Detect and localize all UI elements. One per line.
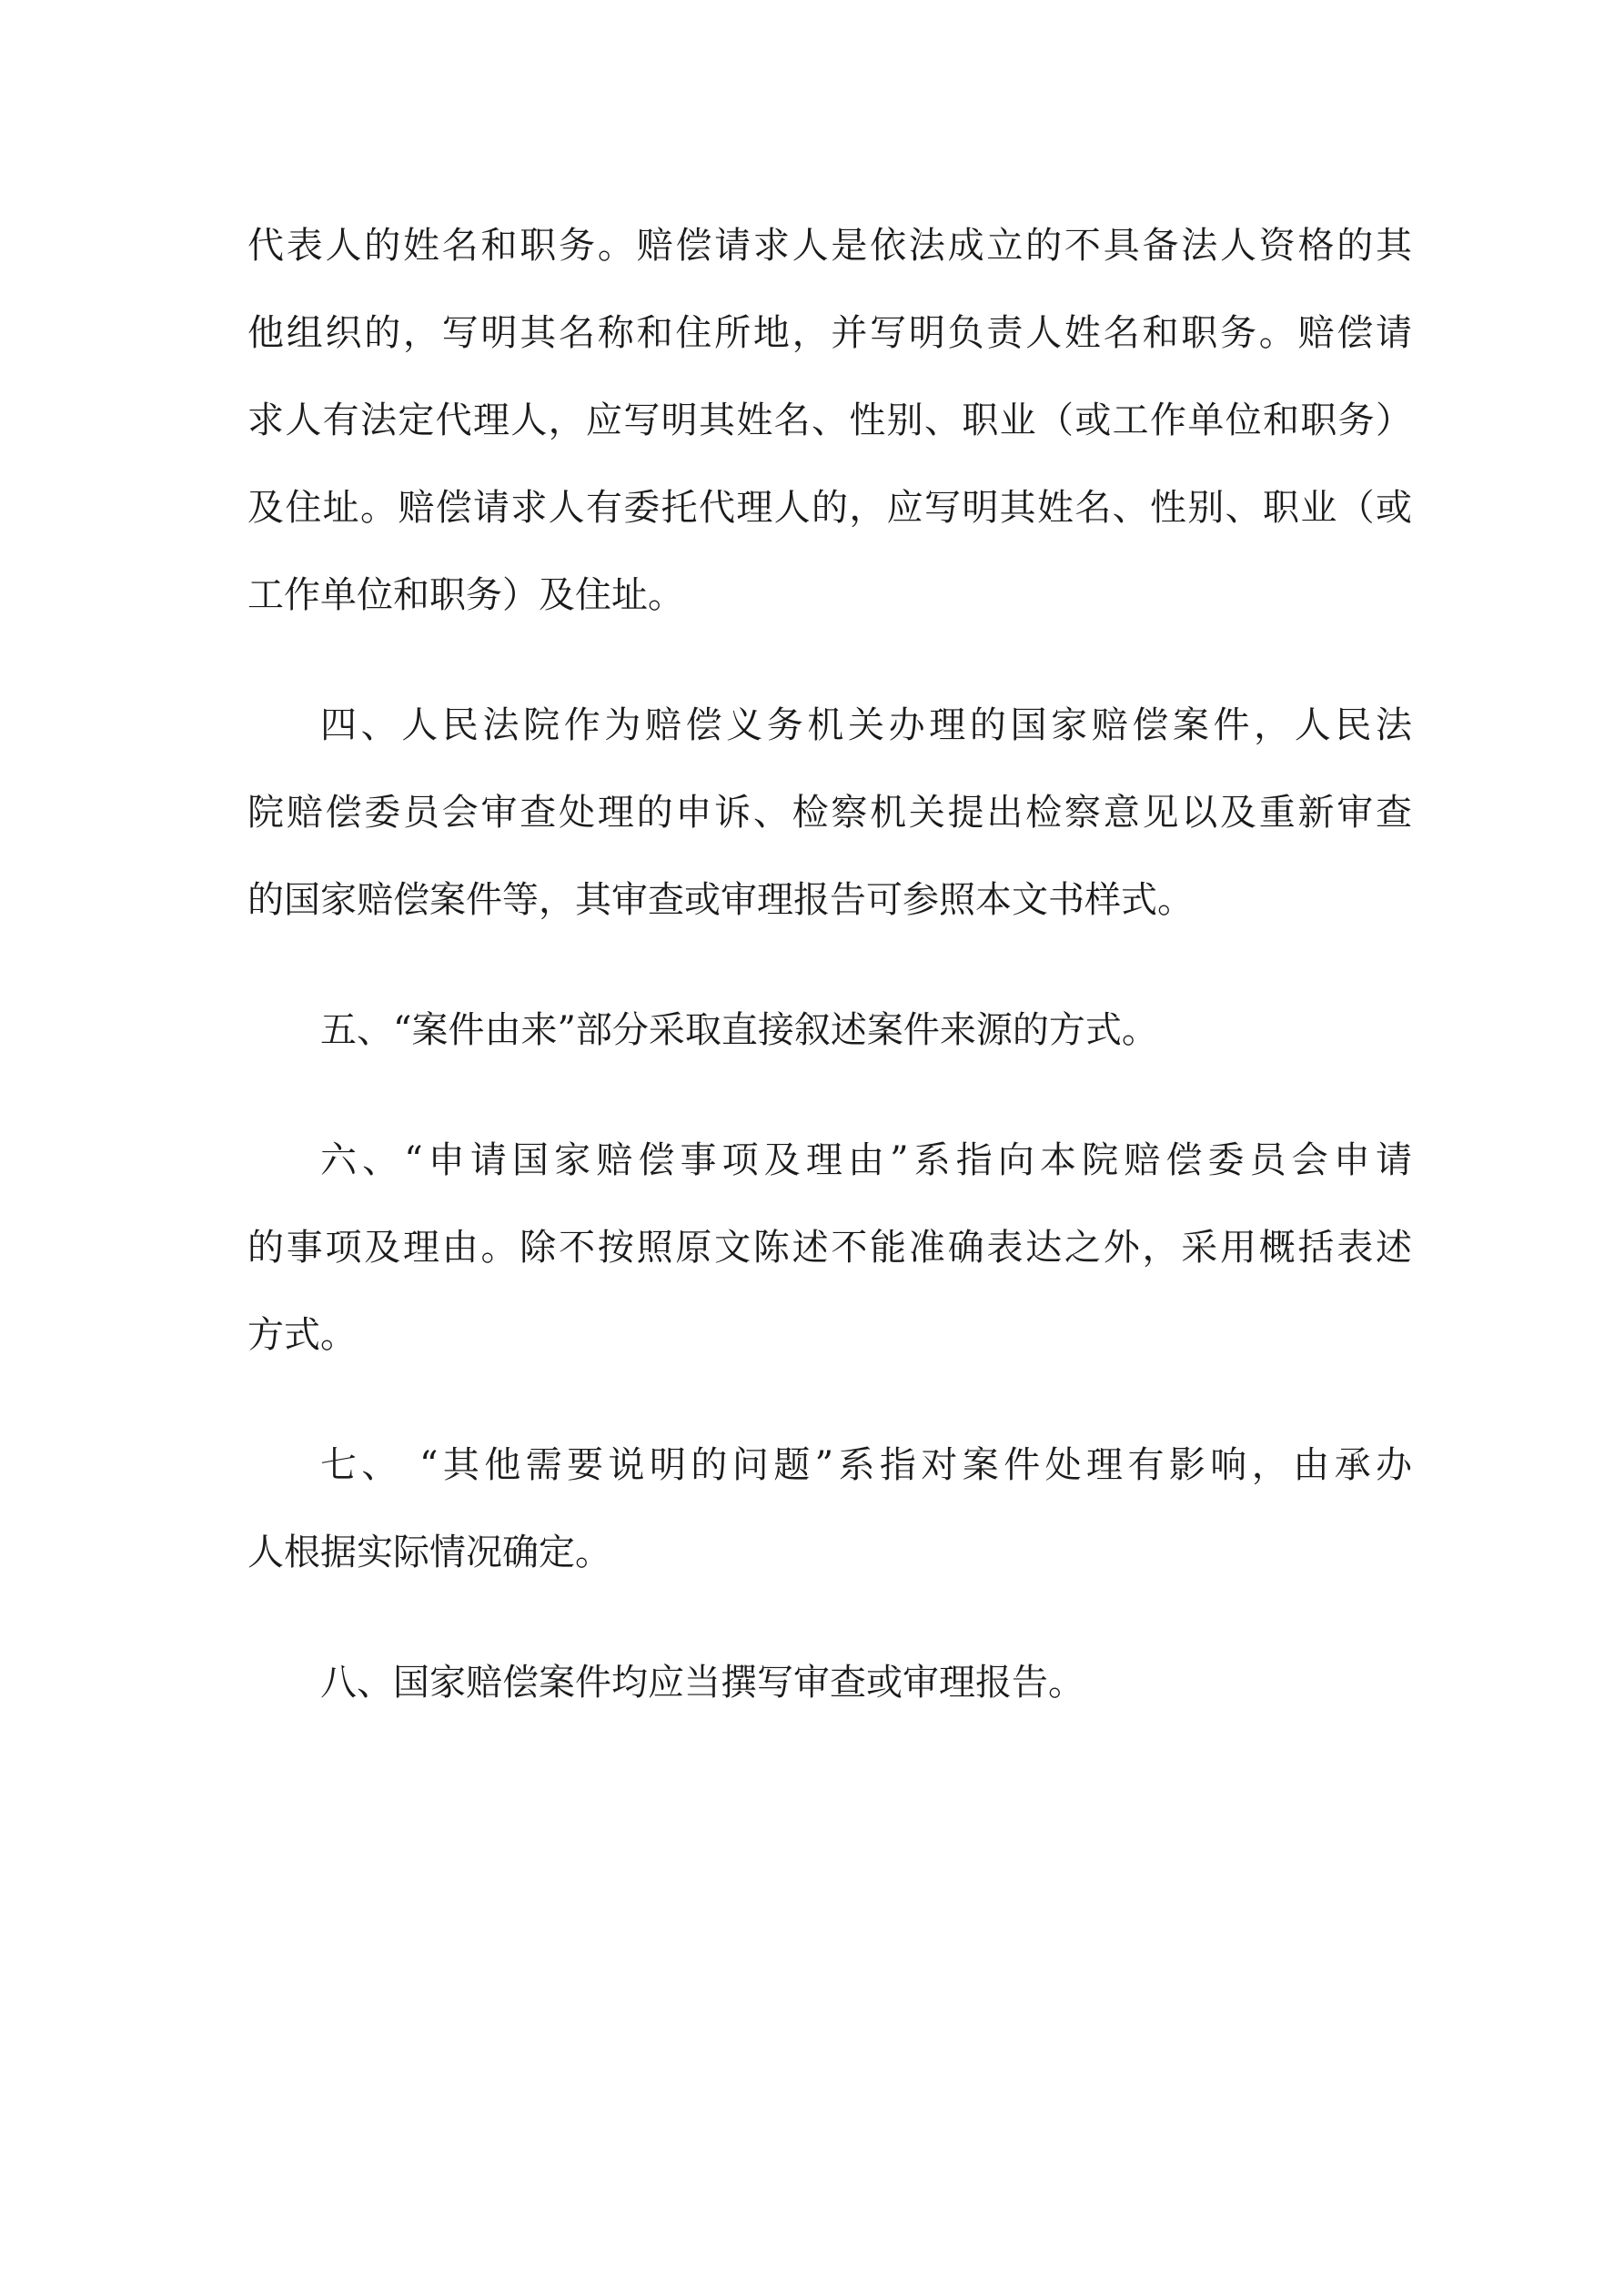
paragraph-item-six bbox=[247, 1117, 1412, 1379]
text-line: 的国家赔偿案件等，其审查或审理报告可参照本文书样式。 bbox=[247, 879, 1194, 921]
text-line: 工作单位和职务）及住址。 bbox=[247, 574, 684, 616]
text-line: 人根据实际情况确定。 bbox=[247, 1532, 611, 1573]
text-line: 方式。 bbox=[247, 1314, 357, 1356]
paragraph-item-five bbox=[247, 986, 1412, 1074]
text-line: 六、“申请国家赔偿事项及理由”系指向本院赔偿委员会申请 bbox=[320, 1139, 1412, 1181]
paragraph-item-seven bbox=[247, 1421, 1412, 1596]
text-line: 的事项及理由。除不按照原文陈述不能准确表达之外，采用概括表述 bbox=[247, 1227, 1412, 1269]
paragraph-item-eight bbox=[247, 1639, 1412, 1726]
text-line: 四、人民法院作为赔偿义务机关办理的国家赔偿案件，人民法 bbox=[320, 704, 1412, 746]
paragraph-item-four bbox=[247, 682, 1412, 944]
text-line: 代表人的姓名和职务。赔偿请求人是依法成立的不具备法人资格的其 bbox=[247, 225, 1412, 267]
text-line: 求人有法定代理人，应写明其姓名、性别、职业（或工作单位和职务） bbox=[247, 400, 1412, 441]
text-line: 五、“案件由来”部分采取直接叙述案件来源的方式。 bbox=[320, 1009, 1158, 1051]
text-line: 他组织的，写明其名称和住所地，并写明负责人姓名和职务。赔偿请 bbox=[247, 312, 1412, 354]
paragraph-representative-info bbox=[247, 202, 1412, 639]
document-body bbox=[247, 202, 1412, 1726]
text-line: 七、 “其他需要说明的问题”系指对案件处理有影响，由承办 bbox=[320, 1444, 1412, 1486]
text-line: 院赔偿委员会审查处理的申诉、检察机关提出检察意见以及重新审查 bbox=[247, 792, 1412, 834]
text-line: 八、国家赔偿案件均应当撰写审查或审理报告。 bbox=[320, 1662, 1084, 1704]
text-line: 及住址。赔偿请求人有委托代理人的，应写明其姓名、性别、职业（或 bbox=[247, 487, 1412, 529]
